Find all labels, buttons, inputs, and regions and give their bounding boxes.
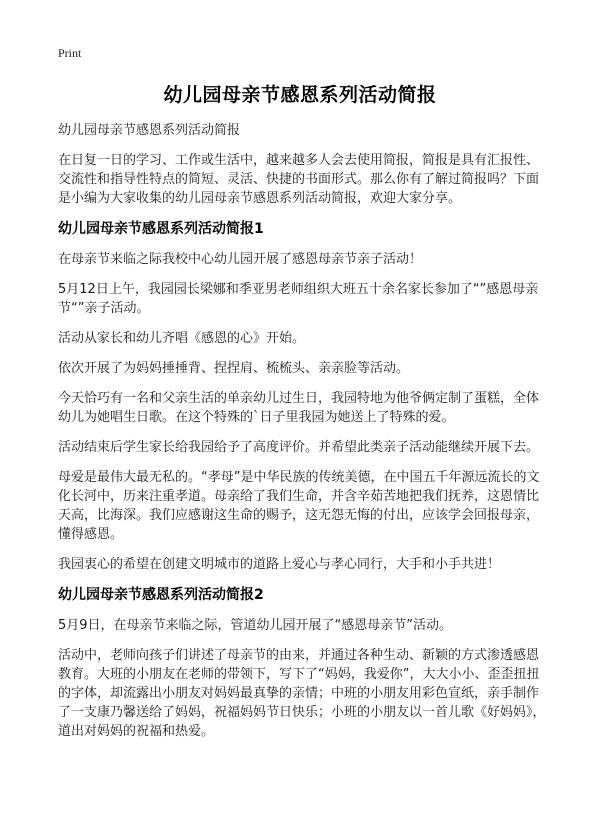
- section-1-paragraph: 依次开展了为妈妈捶捶背、捏捏肩、梳梳头、亲亲脸等活动。: [58, 361, 410, 376]
- print-link[interactable]: Print: [58, 46, 82, 60]
- section-1-paragraph: 我园衷心的希望在创建文明城市的道路上爱心与孝心同行，大手和小手共进！: [58, 557, 501, 572]
- section-1-paragraph: 活动从家长和幼儿齐唱《感恩的心》开始。: [58, 331, 306, 346]
- section-1-paragraph: 5月12日上午，我园园长梁娜和季亚男老师组织大班五十余名家长参加了“”感恩母亲节“”亲子活动。: [58, 282, 539, 316]
- section-1-heading: 幼儿园母亲节感恩系列活动简报1: [58, 221, 264, 237]
- section-1-paragraph: 在母亲节来临之际我校中心幼儿园开展了感恩母亲节亲子活动！: [58, 252, 423, 267]
- section-2-paragraph: 5月9日，在母亲节来临之际，管道幼儿园开展了“感恩母亲节”活动。: [58, 618, 453, 633]
- section-2-paragraph: 活动中，老师向孩子们讲述了母亲节的由来，并通过各种生动、新颖的方式渗透感恩教育。大班的小朋友在老师的带领下，写下了“妈妈，我爱你”，大大小小、歪歪扭扭的字体，却流露出小朋友对妈妈最真挚的亲情；中班的小朋友用彩色宣纸，亲手制作了一支康乃馨送给了妈妈，祝福妈妈节日快乐；小班的小朋友以一首儿歌《好妈妈》，道出对妈妈的祝福和热爱。: [58, 648, 546, 739]
- intro-paragraph: 在日复一日的学习、工作或生活中，越来越多人会去使用简报，简报是具有汇报性、交流性和指导性特点的简短、灵活、快捷的书面形式。那么你有了解过简报吗？下面是小编为大家收集的幼儿园母亲节感恩系列活动简报，欢迎大家分享。: [58, 153, 540, 206]
- intro-subtitle: 幼儿园母亲节感恩系列活动简报: [58, 123, 241, 138]
- section-2-heading: 幼儿园母亲节感恩系列活动简报2: [58, 587, 264, 603]
- section-1-paragraph: 今天恰巧有一名和父亲生活的单亲幼儿过生日，我园特地为他爷俩定制了蛋糕，全体幼儿为她唱生日歌。在这个特殊的`日子里我园为她送上了特殊的爱。: [58, 391, 540, 425]
- page-title: 幼儿园母亲节感恩系列活动简报: [163, 84, 437, 106]
- article-body: [58, 121, 550, 752]
- section-1-paragraph: 活动结束后学生家长给我园给予了高度评价。并希望此类亲子活动能继续开展下去。: [58, 440, 540, 455]
- section-1-paragraph: 母爱是最伟大最无私的。“孝母”是中华民族的传统美德，在中国五千年源远流长的文化长河中，历来注重孝道。母亲给了我们生命，并含辛茹苦地把我们抚养，这恩情比天高，比海深。我们应感谢这生命的赐予，这无怨无悔的付出，应该学会回报母亲，懂得感恩。: [58, 470, 540, 542]
